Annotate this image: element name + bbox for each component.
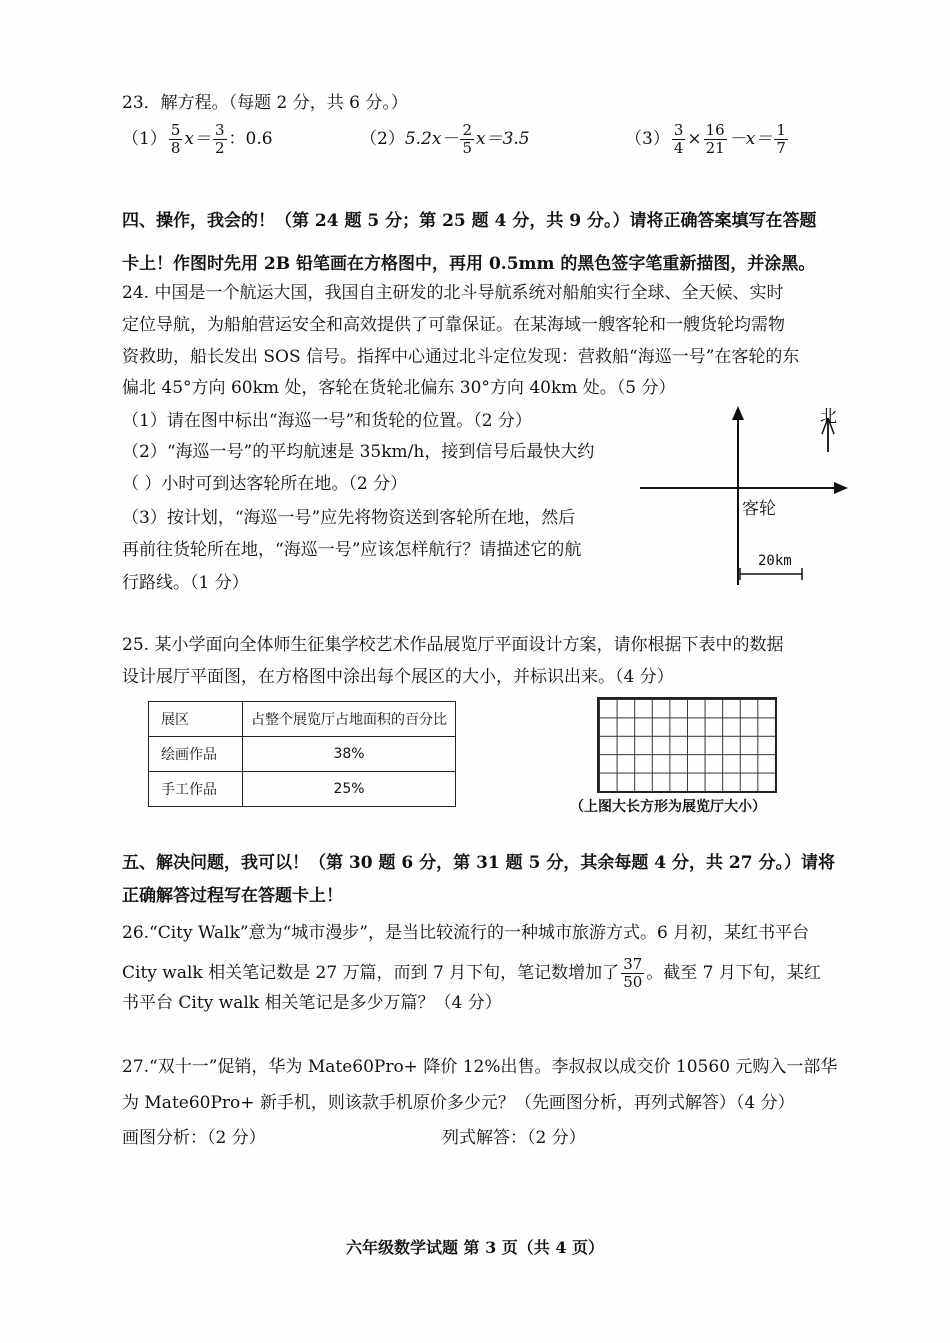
q24-sub-6: 行路线。（1 分） (122, 573, 249, 593)
q27-text-2: 为 Mate60Pro+ 新手机，则该款手机原价多少元？（先画图分析，再列式解答）（4 分） (122, 1093, 795, 1113)
north-label: 北 (820, 407, 837, 427)
q24-sub-4: （3）按计划，“海巡一号”应先将物资送到客轮所在地，然后 (122, 508, 576, 528)
section5-heading-2: 正确解答过程写在答题卡上！ (122, 886, 343, 906)
table-header: 占整个展览厅占地面积的百分比 (243, 702, 456, 737)
up-arrowhead (732, 406, 744, 420)
section5-heading-1: 五、解决问题，我可以！（第 30 题 6 分，第 31 题 5 分，其余每题 4 分，共 27 分。）请将 (122, 853, 835, 873)
q24-text-4: 偏北 45°方向 60km 处，客轮在货轮北偏东 30°方向 40km 处。（5 分） (122, 378, 676, 398)
table-row (149, 702, 456, 737)
table-cell: 25% (243, 772, 456, 807)
page-footer: 六年级数学试题 第 3 页（共 4 页） (345, 1238, 605, 1257)
q24-text-3: 资救助，船长发出 SOS 信号。指挥中心通过北斗定位发现：营救船“海巡一号”在客轮的东 (122, 347, 800, 367)
exhibition-table (148, 701, 456, 807)
q25-text-2: 设计展厅平面图，在方格图中涂出每个展区的大小，并标识出来。（4 分） (122, 667, 674, 687)
right-arrowhead (834, 482, 848, 494)
q24-text-1: 24. 中国是一个航运大国，我国自主研发的北斗导航系统对船舶实行全球、全天候、实时 (122, 283, 784, 303)
equation-2: （2）5.2x－ $\frac{2}{5}$ x＝3.5 (360, 121, 530, 157)
section4-heading-1: 四、操作，我会的！（第 24 题 5 分；第 25 题 4 分，共 9 分。）请将正确答案填写在答题 (122, 211, 817, 231)
q26-text-1: 26.“City Walk”意为“城市漫步”，是当比较流行的一种城市旅游方式。6 月初，某红书平台 (122, 923, 810, 943)
table-header: 展区 (149, 702, 243, 737)
table-cell: 绘画作品 (149, 737, 243, 772)
q26-text-2: City walk 相关笔记数是 27 万篇，而到 7 月下旬，笔记数增加了 $\frac{37}{50}$ 。截至 7 月下旬，某红 (122, 955, 821, 991)
q26-text-3: 书平台 City walk 相关笔记是多少万篇？（4 分） (122, 993, 502, 1013)
section4-heading-2: 卡上！作图时先用 2B 铅笔画在方格图中，再用 0.5mm 的黑色签字笔重新描图，并涂黑。 (122, 254, 816, 274)
q27-text-1: 27.“双十一”促销，华为 Mate60Pro+ 降价 12%出售。李叔叔以成交价 10560 元购入一部华 (122, 1057, 838, 1077)
table-row (149, 737, 456, 772)
equation-1: （1） $\frac{5}{8}$ x＝ $\frac{3}{2}$ ：0.6 (122, 121, 273, 157)
grid-caption: （上图大长方形为展览厅大小） (570, 799, 766, 815)
table-cell: 手工作品 (149, 772, 243, 807)
center-label: 客轮 (742, 499, 776, 519)
scale-label: 20km (758, 553, 792, 569)
q24-sub-2: （2）“海巡一号”的平均航速是 35km/h，接到信号后最快大约 (122, 442, 595, 462)
q24-sub-5: 再前往货轮所在地，“海巡一号”应该怎样航行？请描述它的航 (122, 540, 582, 560)
q23-title: 23．解方程。（每题 2 分，共 6 分。） (122, 93, 408, 113)
q24-text-2: 定位导航，为船舶营运安全和高效提供了可靠保证。在某海域一艘客轮和一艘货轮均需物 (122, 315, 785, 335)
equation-3: （3） $\frac{3}{4}$ × $\frac{16}{21}$ －x＝ $\frac{1}{7}$ (625, 121, 786, 157)
q25-text-1: 25. 某小学面向全体师生征集学校艺术作品展览厅平面设计方案，请你根据下表中的数据 (122, 635, 784, 655)
table-cell: 38% (243, 737, 456, 772)
table-row (149, 772, 456, 807)
hall-grid (597, 697, 777, 793)
q27-analysis-label: 画图分析：（2 分） (122, 1128, 266, 1148)
q24-sub-1: （1）请在图中标出“海巡一号”和货轮的位置。（2 分） (122, 411, 532, 431)
q24-sub-3: （ ）小时可到达客轮所在地。（2 分） (122, 474, 408, 494)
q27-solution-label: 列式解答：（2 分） (442, 1128, 586, 1148)
